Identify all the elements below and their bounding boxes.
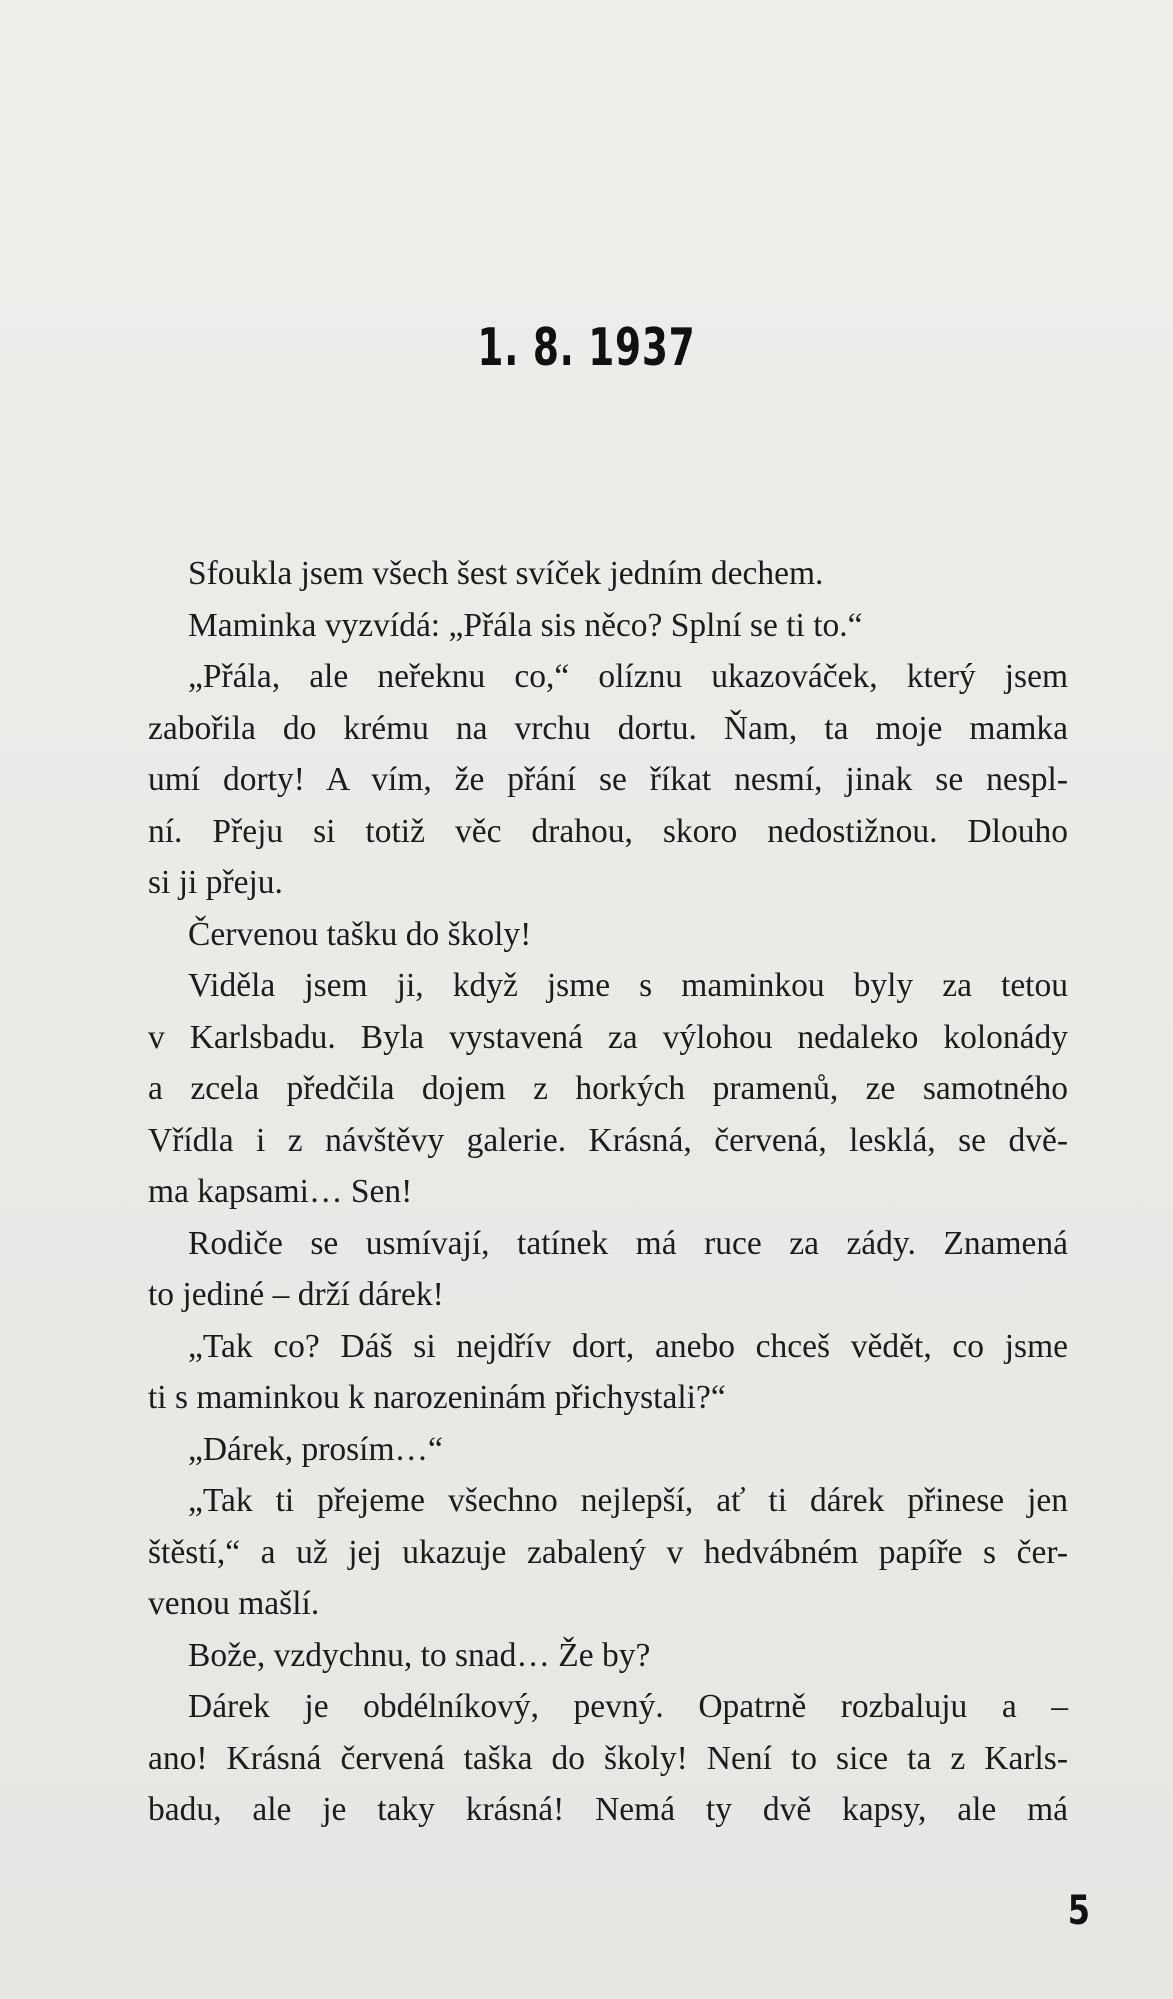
text-line: ano! Krásná červená taška do školy! Není to sice ta z Karls- bbox=[148, 1739, 1068, 1777]
text-line: ma kapsami… Sen! bbox=[148, 1173, 413, 1210]
text-line: ti s maminkou k narozeninám přichystali?“ bbox=[148, 1379, 726, 1416]
text-line: Červenou tašku do školy! bbox=[188, 915, 532, 953]
text-line: ní. Přeju si totiž věc drahou, skoro nedostižnou. Dlouho bbox=[148, 812, 1068, 850]
chapter-title: 1. 8. 1937 bbox=[477, 318, 696, 378]
text-line: Bože, vzdychnu, to snad… Že by? bbox=[188, 1636, 651, 1674]
text-line: venou mašlí. bbox=[148, 1585, 320, 1622]
text-line: a zcela předčila dojem z horkých pramenů, ze samotného bbox=[148, 1070, 1068, 1107]
text-line: „Tak ti přejeme všechno nejlepší, ať ti dárek přinese jen bbox=[188, 1482, 1068, 1519]
text-line: Maminka vyzvídá: „Přála sis něco? Splní se ti to.“ bbox=[188, 606, 863, 644]
text-line: Viděla jsem ji, když jsme s maminkou byly za tetou bbox=[188, 967, 1068, 1004]
page-number: 5 bbox=[1067, 1888, 1090, 1934]
text-line: štěstí,“ a už jej ukazuje zabalený v hedvábném papíře s čer- bbox=[148, 1533, 1068, 1571]
text-line: si ji přeju. bbox=[148, 864, 283, 901]
text-line: Vřídla i z návštěvy galerie. Krásná, červená, lesklá, se dvě- bbox=[148, 1121, 1068, 1159]
body-text bbox=[148, 548, 1068, 1836]
text-line: „Dárek, prosím…“ bbox=[188, 1430, 443, 1468]
text-line: to jediné – drží dárek! bbox=[148, 1276, 444, 1313]
text-line: umí dorty! A vím, že přání se říkat nesmí, jinak se nespl- bbox=[148, 761, 1068, 798]
text-line: badu, ale je taky krásná! Nemá ty dvě kapsy, ale má bbox=[148, 1791, 1068, 1828]
text-line: zabořila do krému na vrchu dortu. Ňam, ta moje mamka bbox=[148, 709, 1068, 747]
text-line: Rodiče se usmívají, tatínek má ruce za zády. Znamená bbox=[188, 1224, 1068, 1262]
text-line: v Karlsbadu. Byla vystavená za výlohou nedaleko kolonády bbox=[148, 1018, 1068, 1056]
text-line: Sfoukla jsem všech šest svíček jedním dechem. bbox=[188, 555, 824, 592]
text-line: „Tak co? Dáš si nejdřív dort, anebo chceš vědět, co jsme bbox=[188, 1327, 1068, 1365]
text-line: „Přála, ale neřeknu co,“ olíznu ukazováček, který jsem bbox=[188, 658, 1068, 695]
text-line: Dárek je obdélníkový, pevný. Opatrně rozbaluju a – bbox=[188, 1688, 1068, 1725]
